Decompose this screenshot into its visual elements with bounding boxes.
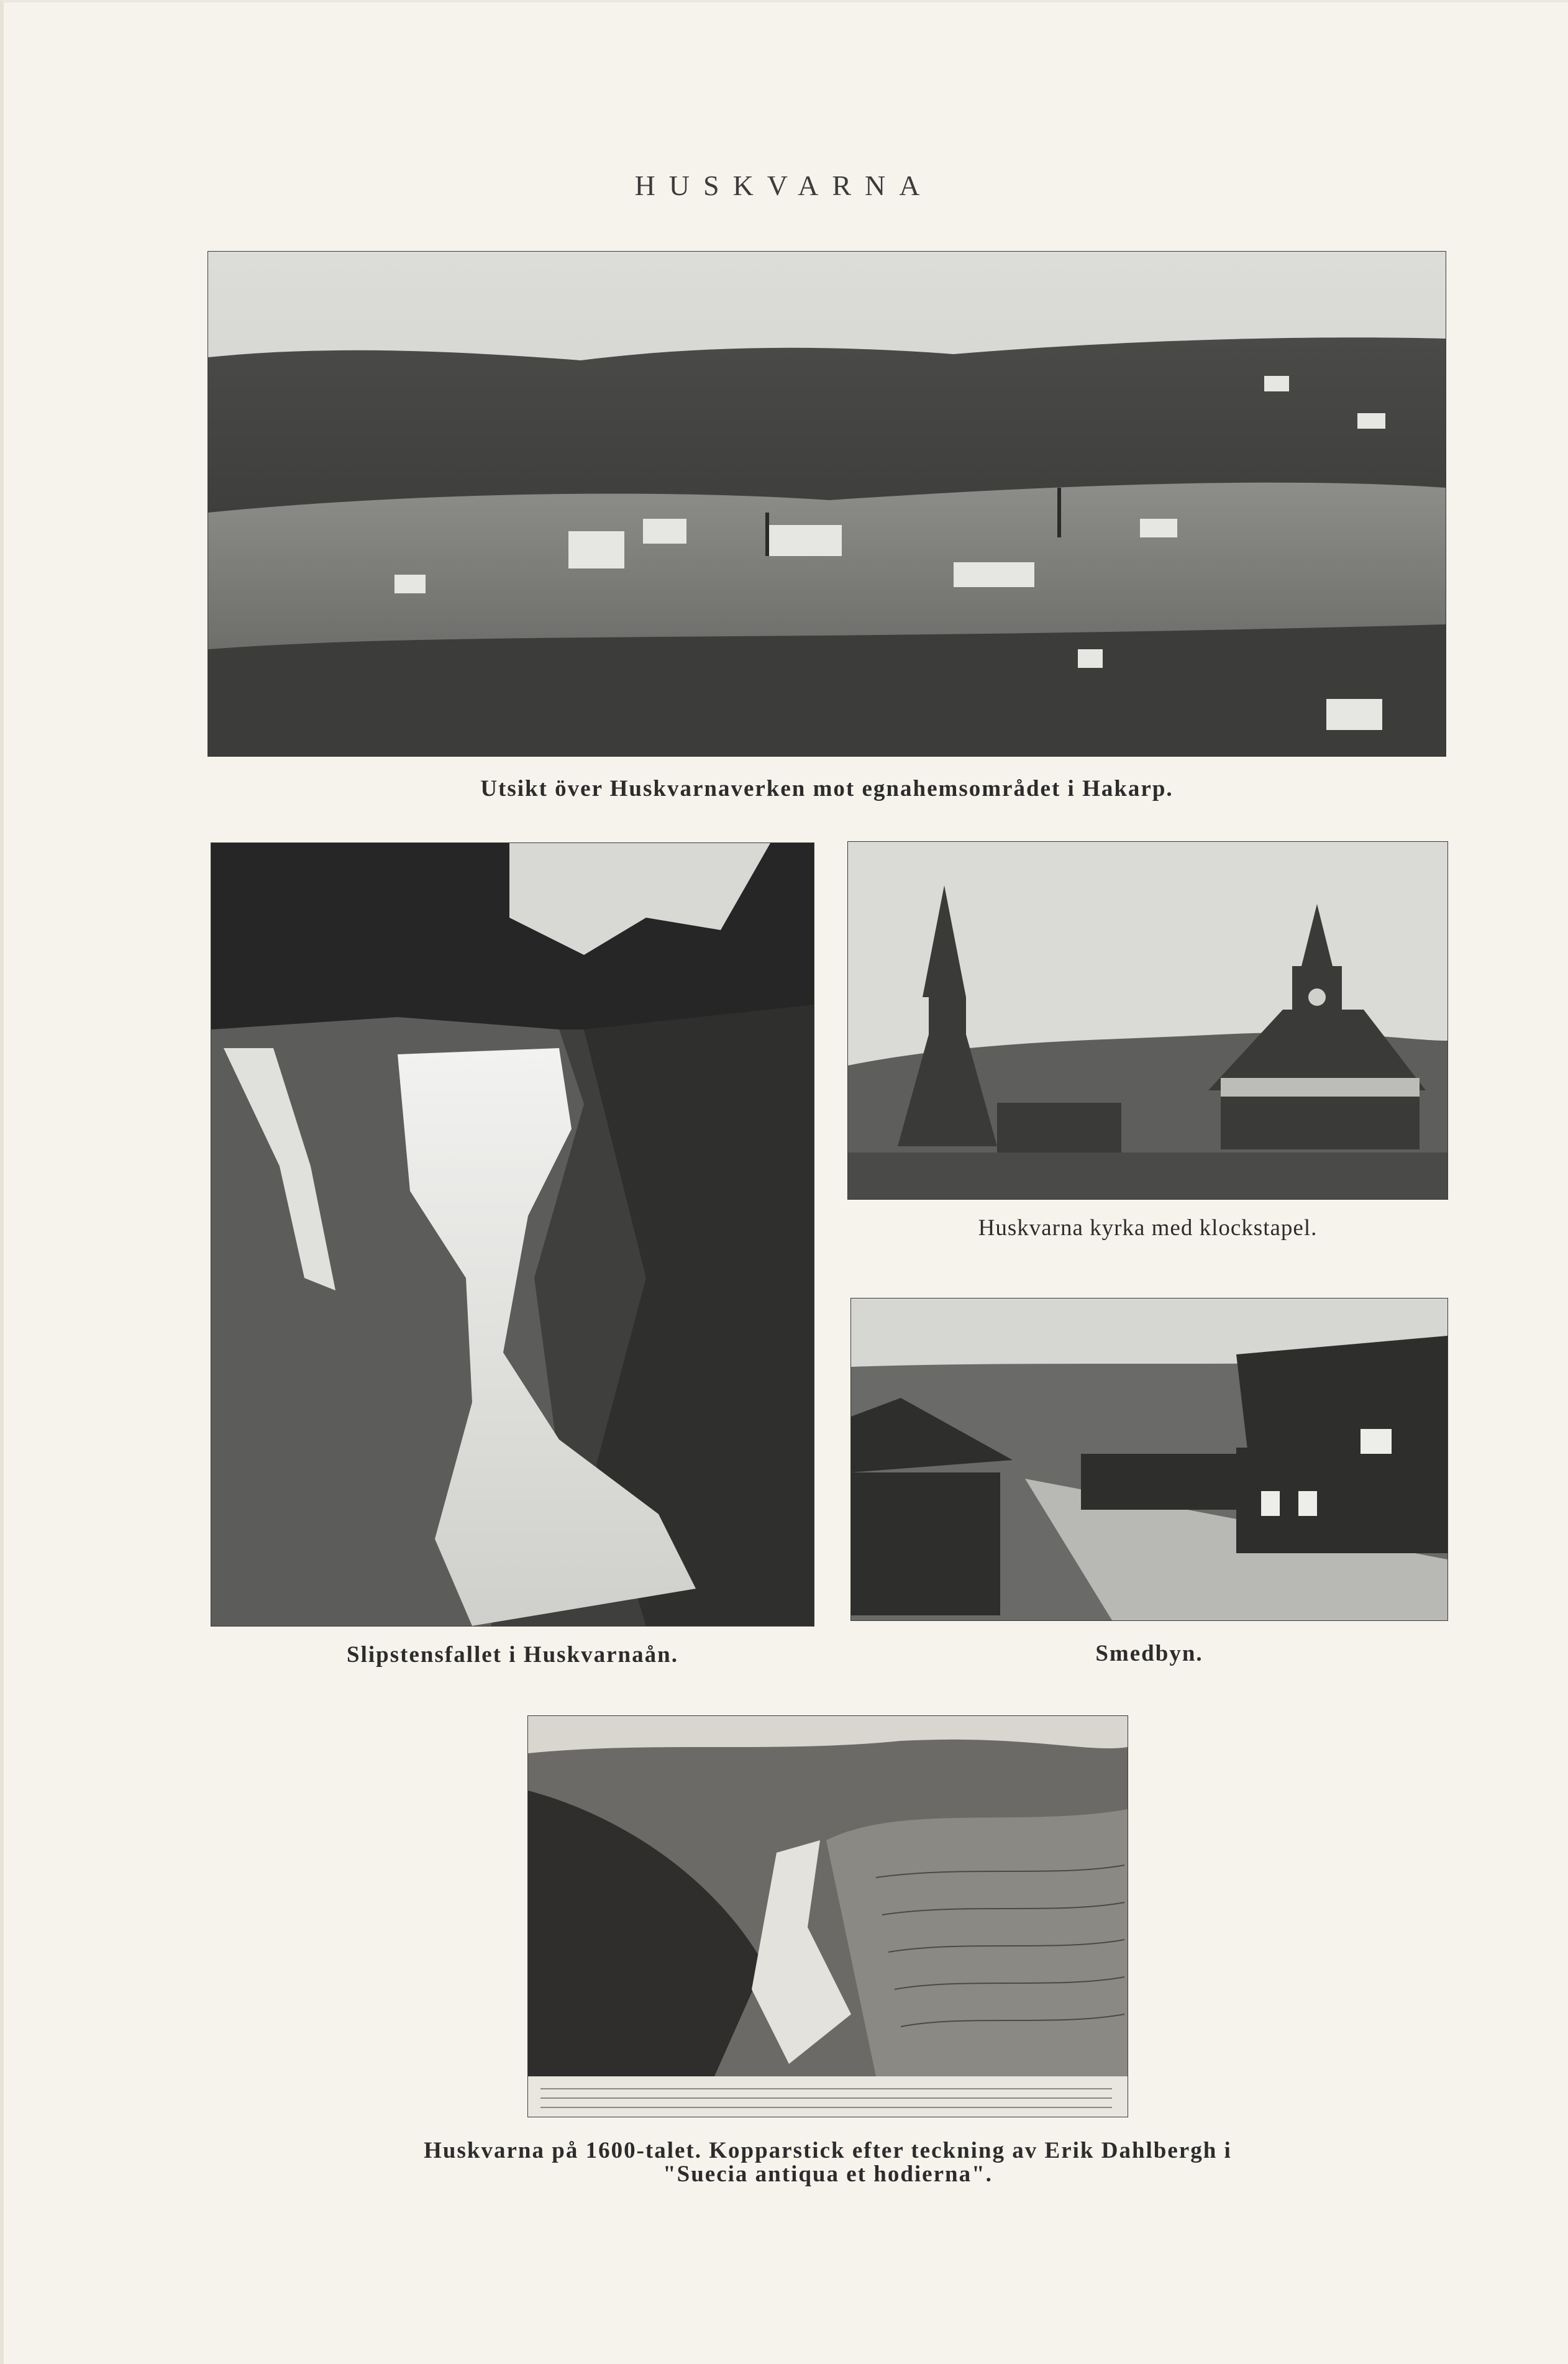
copper-engraving [528,1716,1128,2117]
smedbyn-caption: Smedbyn. [1095,1641,1203,1666]
engraving-caption-line1: Huskvarna på 1600-talet. Kopparstick efter teckning av Erik Dahlbergh i [424,2138,1232,2163]
waterfall-photo [211,843,814,1626]
waterfall-caption: Slipstensfallet i Huskvarnaån. [347,1642,678,1668]
running-title: HUSKVARNA [634,170,934,201]
panorama-caption: Utsikt över Huskvarnaverken mot egnahemsområdet i Hakarp. [480,776,1174,801]
town-panorama-photo [208,252,1446,756]
church-caption: Huskvarna kyrka med klockstapel. [978,1215,1318,1241]
church-photo [848,842,1447,1199]
engraving-caption-line2: "Suecia antiqua et hodierna". [663,2161,993,2187]
village-street-photo [851,1298,1447,1620]
